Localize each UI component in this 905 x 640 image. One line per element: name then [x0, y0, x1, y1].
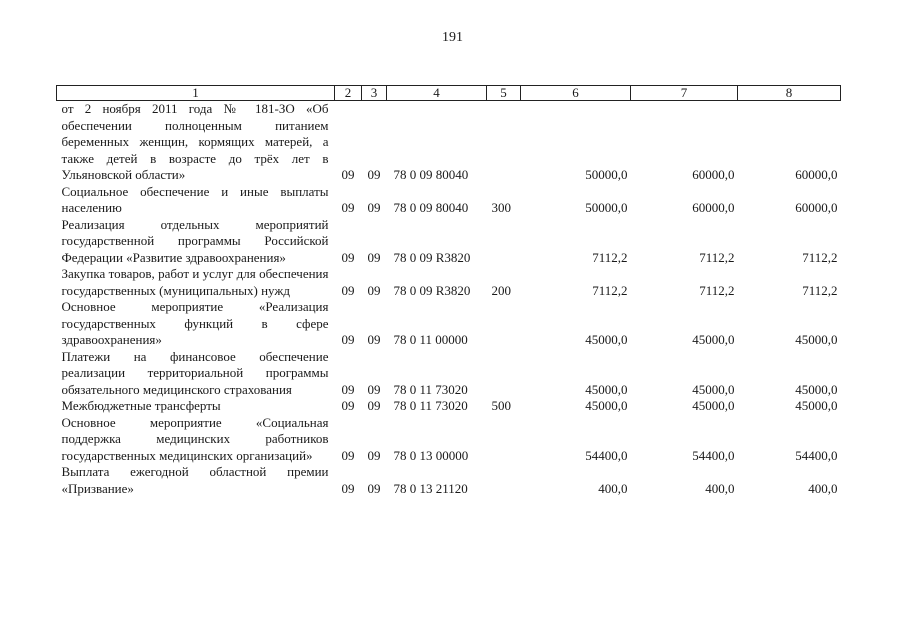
amount-col7: 45000,0 [692, 332, 735, 347]
subsection-code: 09 [367, 480, 381, 496]
amount-col6: 400,0 [598, 480, 628, 496]
column-header: 4 [387, 86, 487, 101]
row-description: Реализация отдельных мероприятий государственной программы Российской Федерации «Развитие здравоохранения» [61, 216, 329, 265]
table-row [57, 415, 841, 465]
row-description: Основное мероприятие «Реализация государственных функций в сфере здравоохранения» [61, 299, 329, 347]
target-article-code: 78 0 09 R3820 [393, 282, 471, 298]
subsection-code: 09 [367, 282, 381, 298]
expense-type-code: 200 [491, 282, 511, 298]
row-description: от 2 ноября 2011 года № 181-ЗО «Об обеспечении полноценным питанием беременных женщин, кормящих матерей, а также детей в возрасте до трёх лет в Ульяновской области» [61, 101, 329, 182]
subsection-code: 09 [367, 167, 381, 182]
row-description: Закупка товаров, работ и услуг для обеспечения государственных (муниципальных) нужд [61, 266, 329, 298]
subsection-code: 09 [367, 381, 381, 397]
target-article-code: 78 0 13 00000 [393, 447, 469, 463]
section-code: 09 [341, 282, 355, 298]
amount-col6: 7112,2 [592, 249, 628, 265]
amount-col6: 45000,0 [585, 332, 628, 347]
section-code: 09 [341, 398, 355, 413]
subsection-code: 09 [367, 332, 381, 347]
column-header: 5 [487, 86, 521, 101]
row-description: Основное мероприятие «Социальная поддержка медицинских работников государственных медицинских организаций» [61, 414, 329, 463]
column-header: 3 [362, 86, 387, 101]
page-number: 191 [442, 30, 463, 45]
amount-col7: 400,0 [705, 480, 735, 496]
amount-col7: 7112,2 [699, 282, 735, 298]
expense-type-code [487, 415, 521, 465]
table-row [57, 101, 841, 184]
column-number-row [57, 86, 841, 101]
amount-col8: 60000,0 [795, 200, 838, 215]
amount-col6: 45000,0 [585, 381, 628, 397]
table-row [57, 398, 841, 415]
expense-type-code [487, 349, 521, 399]
column-header: 6 [521, 86, 631, 101]
amount-col7: 45000,0 [692, 398, 735, 413]
amount-col8: 7112,2 [802, 282, 838, 298]
amount-col8: 54400,0 [795, 447, 838, 463]
amount-col6: 7112,2 [592, 282, 628, 298]
expense-type-code: 300 [491, 200, 511, 215]
amount-col8: 45000,0 [795, 398, 838, 413]
expense-type-code [487, 101, 521, 184]
section-code: 09 [341, 332, 355, 347]
subsection-code: 09 [367, 200, 381, 215]
amount-col8: 60000,0 [795, 167, 838, 182]
amount-col6: 50000,0 [585, 200, 628, 215]
amount-col7: 45000,0 [692, 381, 735, 397]
table-row [57, 349, 841, 399]
amount-col7: 7112,2 [699, 249, 735, 265]
amount-col6: 54400,0 [585, 447, 628, 463]
target-article-code: 78 0 09 80040 [393, 200, 469, 215]
row-description: Межбюджетные трансферты [61, 398, 221, 413]
target-article-code: 78 0 11 00000 [393, 332, 468, 347]
section-code: 09 [341, 249, 355, 265]
section-code: 09 [341, 447, 355, 463]
column-header: 8 [738, 86, 841, 101]
amount-col7: 60000,0 [692, 200, 735, 215]
amount-col8: 45000,0 [795, 381, 838, 397]
amount-col7: 54400,0 [692, 447, 735, 463]
table-row [57, 184, 841, 217]
table-row [57, 299, 841, 349]
target-article-code: 78 0 09 R3820 [393, 249, 471, 265]
expense-type-code [487, 299, 521, 349]
amount-col7: 60000,0 [692, 167, 735, 182]
table-row [57, 217, 841, 267]
expense-type-code [487, 217, 521, 267]
target-article-code: 78 0 13 21120 [393, 480, 468, 496]
section-code: 09 [341, 200, 355, 215]
target-article-code: 78 0 11 73020 [393, 398, 468, 413]
table-row [57, 464, 841, 497]
row-description: Платежи на финансовое обеспечение реализации территориальной программы обязательного медицинского страхования [61, 348, 329, 397]
column-header: 7 [631, 86, 738, 101]
budget-table [56, 85, 841, 497]
amount-col8: 7112,2 [802, 249, 838, 265]
amount-col8: 45000,0 [795, 332, 838, 347]
section-code: 09 [341, 381, 355, 397]
row-description: Выплата ежегодной областной премии «Призвание» [61, 464, 329, 496]
subsection-code: 09 [367, 249, 381, 265]
column-header: 2 [335, 86, 362, 101]
target-article-code: 78 0 11 73020 [393, 381, 468, 397]
subsection-code: 09 [367, 398, 381, 413]
row-description: Социальное обеспечение и иные выплаты населению [61, 183, 329, 215]
table-row [57, 266, 841, 299]
section-code: 09 [341, 167, 355, 182]
amount-col6: 45000,0 [585, 398, 628, 413]
expense-type-code: 500 [491, 398, 511, 413]
expense-type-code [487, 464, 521, 497]
target-article-code: 78 0 09 80040 [393, 167, 469, 182]
subsection-code: 09 [367, 447, 381, 463]
column-header: 1 [57, 86, 335, 101]
amount-col8: 400,0 [808, 480, 838, 496]
section-code: 09 [341, 480, 355, 496]
amount-col6: 50000,0 [585, 167, 628, 182]
